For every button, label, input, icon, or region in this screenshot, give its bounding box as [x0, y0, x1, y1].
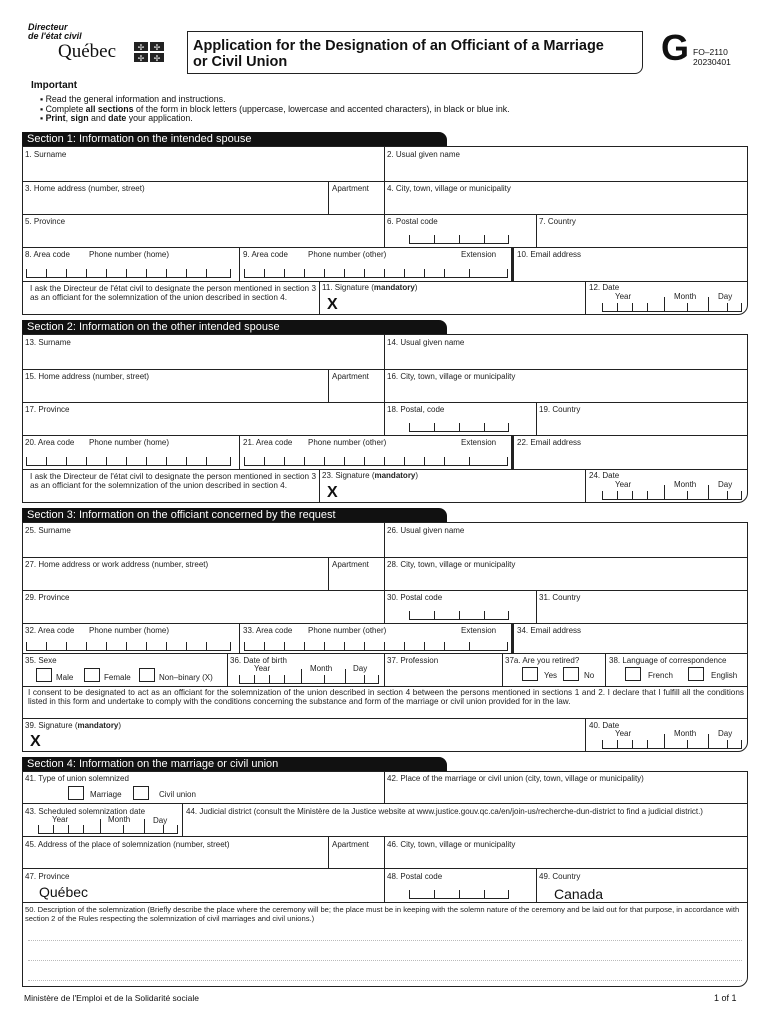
country-label: 7. Country: [539, 217, 576, 226]
date-label: 12. Date: [589, 283, 620, 292]
postal-code-label: 6. Postal code: [387, 217, 438, 226]
section-2: [22, 320, 748, 505]
marriage-checkbox[interactable]: [68, 786, 84, 800]
area-code-other-label: [243, 251, 288, 259]
city-field[interactable]: [386, 381, 746, 401]
sched-month-label: Month: [108, 815, 131, 824]
nonbinary-label: Non–binary (X): [159, 673, 213, 682]
sig-num: 39. Signature (: [25, 721, 78, 730]
mandatory-text: mandatory: [374, 471, 416, 480]
year-label: Year: [615, 729, 632, 738]
form-letter: G: [661, 27, 690, 68]
important-heading: Important: [31, 80, 78, 91]
important-sign: sign: [70, 113, 89, 123]
description-field[interactable]: [28, 925, 742, 985]
signature-field[interactable]: [44, 730, 582, 751]
section-1-title: Section 1: Information on the intended spouse: [22, 132, 447, 146]
important-list: [40, 95, 510, 124]
form-title-line1: Application for the Designation of an Officiant of a Marriage: [193, 38, 604, 54]
judicial-district-field[interactable]: [184, 816, 746, 835]
city-label: 28. City, town, village or municipality: [387, 560, 516, 569]
surname-field[interactable]: [23, 347, 383, 368]
logo-org-line2: de l'état civil: [28, 31, 82, 41]
section-1: [22, 132, 748, 317]
address-label: 27. Home address or work address (number, street): [25, 560, 209, 569]
important-item-1: ▪ Read the general information and instructions.: [40, 94, 226, 104]
sex-label: 35. Sexe: [25, 656, 57, 665]
f20-num: 20.: [25, 438, 37, 447]
language-label: 38. Language of correspondence: [609, 656, 727, 665]
section-4: [22, 757, 748, 989]
area-code-home-label: [25, 439, 74, 447]
country-label: 49. Country: [539, 872, 581, 881]
profession-field[interactable]: [386, 665, 500, 685]
f33-num: 33.: [243, 626, 255, 635]
important-item-2-post: of the form in block letters (uppercase, lowercase and accented characters), in black or blue ink.: [133, 103, 510, 114]
sig-close: ): [415, 471, 419, 480]
form-title-line2: or Civil Union: [193, 54, 288, 70]
scheduled-date-field[interactable]: [38, 826, 178, 834]
given-name-field[interactable]: [386, 535, 746, 556]
email-field[interactable]: [516, 447, 746, 467]
date-field[interactable]: [602, 304, 742, 312]
given-name-field[interactable]: [386, 347, 746, 368]
male-label: Male: [56, 673, 74, 682]
form-date: 20230401: [693, 57, 731, 67]
province-field[interactable]: [23, 602, 383, 622]
email-field[interactable]: [516, 259, 746, 279]
month-label: Month: [674, 480, 697, 489]
apartment-field[interactable]: [330, 849, 383, 867]
country-value[interactable]: Canada: [554, 886, 604, 902]
f21-num: 21.: [243, 438, 255, 447]
important-item-3-post: your application.: [126, 113, 193, 123]
area-code-text: Area code: [255, 626, 293, 635]
country-label: 19. Country: [539, 405, 581, 414]
union-type-label: 41. Type of union solemnized: [25, 774, 129, 783]
postal-code-field[interactable]: [409, 891, 509, 899]
important-sep1: ,: [65, 113, 71, 123]
important-print: Print: [45, 113, 66, 123]
consent-statement: I consent to be designated to act as an officiant for the solemnization of the union described in section 4 between the persons mentioned in sections 1 and 2. I declare that I fulfill all the conditions listed in this form and undertake to comply with the conditions concerning the substance and form of the marriage or civil union provided for in the law.: [28, 688, 744, 706]
surname-label: 25. Surname: [25, 526, 71, 535]
date-field[interactable]: [602, 492, 742, 500]
signature-label: [322, 472, 418, 480]
retired-label: 37a. Are you retired?: [505, 656, 580, 665]
surname-label: 13. Surname: [25, 338, 71, 347]
email-label: 22. Email address: [517, 438, 582, 447]
important-date: date: [108, 113, 127, 123]
signature-label: [322, 284, 417, 292]
year-label: Year: [615, 292, 632, 301]
month-label: Month: [674, 292, 697, 301]
important-sep2: and: [88, 113, 109, 123]
phone-other-field[interactable]: [244, 643, 508, 651]
day-label: Day: [718, 480, 733, 489]
surname-field[interactable]: [23, 159, 383, 180]
extension-label: Extension: [461, 250, 497, 259]
important-item-2: ▪ Complete all sections of the form in block letters (uppercase, lowercase and accented characters), in black or blue ink.: [40, 103, 510, 114]
phone-other-label: Phone number (other): [308, 438, 387, 447]
given-name-label: 14. Usual given name: [387, 338, 465, 347]
english-label: English: [711, 671, 738, 680]
dob-year-label: Year: [254, 664, 271, 673]
solemnization-address-label: 45. Address of the place of solemnization (number, street): [25, 840, 230, 849]
sched-day-label: Day: [153, 816, 168, 825]
dob-day-label: Day: [353, 664, 368, 673]
day-label: Day: [718, 729, 733, 738]
surname-field[interactable]: [23, 535, 383, 556]
postal-code-label: 18. Postal, code: [387, 405, 445, 414]
home-address-label: 3. Home address (number, street): [25, 184, 145, 193]
apartment-label: Apartment: [332, 372, 369, 381]
sig-close: ): [118, 721, 122, 730]
retired-no-checkbox[interactable]: [563, 667, 579, 681]
given-name-label: 2. Usual given name: [387, 150, 460, 159]
province-field[interactable]: [23, 226, 383, 246]
form-code: FO–2110: [693, 47, 728, 57]
postal-code-field[interactable]: [409, 424, 509, 432]
important-item-2-bold: all sections: [85, 103, 134, 114]
f32-num: 32.: [25, 626, 37, 635]
country-field[interactable]: [538, 602, 746, 622]
postal-code-field[interactable]: [409, 236, 509, 244]
email-label: 34. Email address: [517, 626, 582, 635]
area-code-text: Area code: [37, 438, 75, 447]
phone-home-label: Phone number (home): [89, 626, 170, 635]
postal-code-field[interactable]: [409, 612, 509, 620]
important-item-2-pre: Complete: [45, 103, 86, 114]
french-label: French: [648, 671, 673, 680]
city-field[interactable]: [386, 849, 746, 867]
fleur-de-lis-flag-icon: [134, 42, 165, 62]
phone-home-field[interactable]: [26, 643, 231, 651]
apartment-field[interactable]: [330, 381, 383, 401]
french-checkbox[interactable]: [625, 667, 641, 681]
province-field[interactable]: [23, 414, 383, 434]
dob-month-label: Month: [310, 664, 333, 673]
request-statement: I ask the Directeur de l'état civil to designate the person mentioned in section 3 as an officiant for the solemnization of the union described in section 4.: [30, 472, 316, 490]
province-label: 5. Province: [25, 217, 66, 226]
place-label: 42. Place of the marriage or civil union (city, town, village or municipality): [387, 774, 644, 783]
home-address-field[interactable]: [23, 381, 326, 401]
mandatory-text: mandatory: [77, 721, 119, 730]
city-label: 16. City, town, village or municipality: [387, 372, 516, 381]
sig-num: 23. Signature (: [322, 471, 375, 480]
section-4-title: Section 4: Information on the marriage or civil union: [22, 757, 447, 771]
english-checkbox[interactable]: [688, 667, 704, 681]
phone-home-label: Phone number (home): [89, 438, 170, 447]
quebec-logo: [28, 22, 168, 68]
area-code-home-label: [25, 251, 70, 259]
female-label: Female: [104, 673, 131, 682]
logo-quebec-word: Québec: [58, 41, 117, 62]
section-3: [22, 508, 748, 754]
male-checkbox[interactable]: [36, 668, 52, 682]
date-label: 40. Date: [589, 721, 620, 730]
important-item-1-text: Read the general information and instructions.: [45, 94, 226, 104]
area-code-text: Area code: [255, 438, 293, 447]
extension-label: Extension: [461, 438, 497, 447]
mandatory-text: mandatory: [373, 283, 415, 292]
signature-x-mark: X: [30, 733, 41, 750]
city-label: 46. City, town, village or municipality: [387, 840, 516, 849]
email-label: 10. Email address: [517, 250, 582, 259]
country-field[interactable]: [538, 414, 746, 434]
svg-text:✢: ✢: [137, 54, 145, 62]
day-label: Day: [718, 292, 733, 301]
area-code-home-label: [25, 627, 74, 635]
footer-page-number: 1 of 1: [714, 993, 737, 1003]
solemnization-address-field[interactable]: [23, 849, 326, 867]
surname-label: 1. Surname: [25, 150, 67, 159]
scheduled-date-label: 43. Scheduled solemnization date: [25, 807, 146, 816]
phone-other-field[interactable]: [244, 458, 508, 466]
home-address-field[interactable]: [23, 193, 326, 213]
apartment-label: Apartment: [332, 560, 369, 569]
city-label: 4. City, town, village or municipality: [387, 184, 511, 193]
signature-x-mark: X: [327, 296, 338, 313]
female-checkbox[interactable]: [84, 668, 100, 682]
section-2-title: Section 2: Information on the other intended spouse: [22, 320, 447, 334]
date-label: 24. Date: [589, 471, 620, 480]
signature-x-mark: X: [327, 484, 338, 501]
apartment-label: Apartment: [332, 184, 369, 193]
judicial-district-label: 44. Judicial district (consult the Ministère de la Justice website at www.justice.gouv.qc.ca/en/join-us/recherche-dun-district to find a judicial district.): [186, 807, 703, 816]
area-code-text: Area code: [33, 250, 70, 259]
no-label: No: [584, 671, 595, 680]
apartment-field[interactable]: [330, 569, 383, 589]
description-label: 50. Description of the solemnization (Briefly describe the place where the ceremony will be; the place must be in keeping with the solemn nature of the ceremony and be laid out for that purpose, in accordance with section 2 of the Rules respecting the solemnization of civil marriages and civil unions.): [25, 905, 740, 923]
marriage-label: Marriage: [90, 790, 122, 799]
signature-field[interactable]: [340, 292, 583, 314]
province-label: 17. Province: [25, 405, 70, 414]
postal-code-label: 48. Postal code: [387, 872, 443, 881]
country-label: 31. Country: [539, 593, 581, 602]
civil-union-checkbox[interactable]: [133, 786, 149, 800]
signature-field[interactable]: [340, 480, 583, 502]
extension-label: Extension: [461, 626, 497, 635]
svg-text:✢: ✢: [137, 43, 145, 52]
dob-label: 36. Date of birth: [230, 656, 287, 665]
nonbinary-checkbox[interactable]: [139, 668, 155, 682]
phone-other-label: Phone number (other): [308, 250, 387, 259]
home-address-label: 15. Home address (number, street): [25, 372, 150, 381]
civil-union-label: Civil union: [159, 790, 196, 799]
svg-text:✢: ✢: [153, 54, 161, 62]
phone-home-label: Phone number (home): [89, 250, 170, 259]
month-label: Month: [674, 729, 697, 738]
retired-yes-checkbox[interactable]: [522, 667, 538, 681]
logo-org-line1: Directeur: [28, 22, 68, 32]
given-name-label: 26. Usual given name: [387, 526, 465, 535]
svg-text:✢: ✢: [153, 43, 161, 52]
area-code-text: Area code: [37, 626, 75, 635]
address-field[interactable]: [23, 569, 326, 589]
city-field[interactable]: [386, 569, 746, 589]
dob-field[interactable]: [239, 676, 379, 684]
area-code-text: Area code: [251, 250, 288, 259]
country-field[interactable]: [538, 226, 746, 246]
phone-home-field[interactable]: [26, 458, 231, 466]
important-item-3: ▪ Print, sign and date your application.: [40, 113, 193, 123]
province-value[interactable]: Québec: [39, 884, 89, 900]
city-field[interactable]: [386, 193, 746, 213]
phone-other-field[interactable]: [244, 270, 508, 278]
f8-num: 8.: [25, 250, 32, 259]
phone-home-field[interactable]: [26, 270, 231, 278]
section-3-title: Section 3: Information on the officiant concerned by the request: [22, 508, 447, 522]
area-code-other-label: [243, 627, 292, 635]
sched-year-label: Year: [52, 815, 69, 824]
year-label: Year: [615, 480, 632, 489]
request-statement: I ask the Directeur de l'état civil to designate the person mentioned in section 3 as an officiant for the solemnization of the union described in section 4.: [30, 284, 316, 302]
signature-label: [25, 722, 121, 730]
given-name-field[interactable]: [386, 159, 746, 180]
place-field[interactable]: [386, 783, 746, 802]
title-box: [187, 31, 643, 74]
yes-label: Yes: [544, 671, 558, 680]
province-label: 47. Province: [25, 872, 70, 881]
profession-label: 37. Profession: [387, 656, 439, 665]
area-code-other-label: [243, 439, 292, 447]
footer-ministry: Ministère de l'Emploi et de la Solidarité sociale: [24, 993, 200, 1003]
sig-close: ): [414, 283, 418, 292]
apartment-label: Apartment: [332, 840, 369, 849]
postal-code-label: 30. Postal code: [387, 593, 443, 602]
sig-num: 11. Signature (: [322, 283, 374, 292]
apartment-field[interactable]: [330, 193, 383, 213]
province-label: 29. Province: [25, 593, 70, 602]
f9-num: 9.: [243, 250, 250, 259]
email-field[interactable]: [516, 635, 746, 652]
date-field[interactable]: [602, 741, 742, 749]
phone-other-label: Phone number (other): [308, 626, 387, 635]
